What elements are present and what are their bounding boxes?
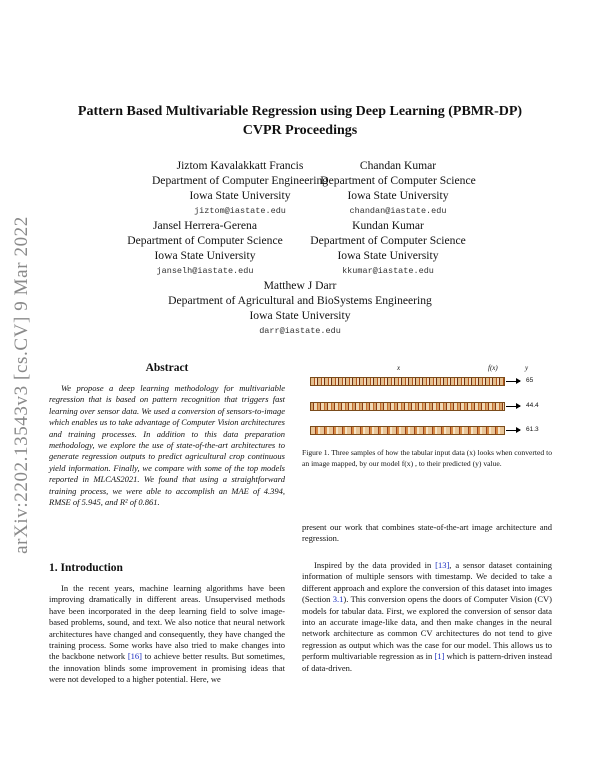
author-email[interactable]: janselh@iastate.edu (156, 266, 254, 276)
intro-heading: 1. Introduction (49, 562, 123, 574)
author-email[interactable]: kkumar@iastate.edu (342, 266, 434, 276)
author-block (308, 158, 488, 220)
sample-image-strip (310, 402, 505, 411)
arrow-icon (506, 381, 520, 382)
citation-link[interactable]: [1] (434, 651, 445, 662)
author-univ: Iowa State University (154, 249, 256, 262)
author-name: Matthew J Darr (263, 279, 337, 292)
abstract-text: We propose a deep learning methodology for multivariable regression that is based on pattern recognition that triggers fast learning over sensor data. We used a conversion of sensors-to-image which enables us to take advantage of Computer Vision architectures and training processes. In addition to this data preparation methodology, we explore the use of state-of-the-art architectures to generate regression outputs to predict agricultural crop continuous yield information. Finally, we compare with some of the top models reported in MLCAS2021. We found that using a straightforward training process, we were able to accomplish an MAE of 4.394, RMSE of 5.945, and R² of 0.861. (49, 383, 285, 508)
title-line-1: Pattern Based Multivariable Regression using Deep Learning (PBMR-DP) (77, 104, 523, 119)
author-univ: Iowa State University (189, 189, 291, 202)
author-email[interactable]: chandan@iastate.edu (349, 206, 447, 216)
section-link[interactable]: 3.1 (332, 594, 344, 605)
author-name: Jansel Herrera-Gerena (153, 219, 257, 232)
figure-label-y: y (525, 364, 529, 372)
citation-link[interactable]: [16] (127, 651, 142, 662)
author-email[interactable]: jiztom@iastate.edu (194, 206, 286, 216)
abstract-heading: Abstract (145, 362, 189, 374)
arrow-icon (506, 406, 520, 407)
author-email[interactable]: darr@iastate.edu (259, 326, 341, 336)
author-dept: Department of Computer Science (310, 234, 466, 247)
predicted-value: 44.4 (526, 402, 539, 409)
arxiv-identifier (4, 205, 40, 565)
intro-paragraph: In the recent years, machine learning algorithms have been improving dramatically in different areas. Unsupervised methods have been incorporated in the deep learning field to solve image-based problems, sound, and text. We also notice that neural network architectures have changed and consequently, they have changed the training process. Some works have also tried to make changes into the backbone network [16] to achieve better results. But sometimes, the innovation blinds some improvement in promising ideas that were not developed to a higher potential. Here, we (49, 583, 285, 685)
author-dept: Department of Computer Engineering (151, 174, 329, 187)
citation-link[interactable]: [13] (435, 560, 450, 570)
author-dept: Department of Computer Science (320, 174, 476, 187)
author-univ: Iowa State University (347, 189, 449, 202)
author-name: Chandan Kumar (359, 159, 437, 172)
arxiv-id-text: arXiv:2202.13543v3 [cs.CV] 9 Mar 2022 (11, 216, 32, 554)
author-block (302, 218, 474, 280)
predicted-value: 61.3 (526, 426, 539, 433)
author-dept: Department of Computer Science (127, 234, 283, 247)
figure-label-x: x (397, 364, 401, 372)
author-block (150, 278, 450, 340)
sample-image-strip (310, 426, 505, 435)
author-univ: Iowa State University (337, 249, 439, 262)
author-block (145, 158, 335, 220)
body-paragraph: Inspired by the data provided in [13], a sensor dataset containing information of multiple sensors with timestamp. We decided to take a different approach and explore the conversion of this dataset into images (Section 3.1). This conversion opens the doors of Computer Vision (CV) models for tabular data. First, we explored the conversion of sensor data into an accurate image-like data, and then make changes in the neural network architecture as common CV architectures do not tend to give regression as output which was the case for our model. This allows us to perform multivariable regression as in [1] which is pattern-driven instead of data-driven. (302, 560, 552, 673)
author-univ: Iowa State University (249, 309, 351, 322)
predicted-value: 65 (526, 377, 534, 384)
figure-label-fx: f(x) (488, 364, 498, 372)
sample-image-strip (310, 377, 505, 386)
title-line-2: CVPR Proceedings (242, 123, 358, 138)
author-block (110, 218, 300, 280)
body-paragraph: present our work that combines state-of-the-art image architecture and regression. (302, 522, 552, 544)
author-name: Kundan Kumar (352, 219, 424, 232)
arrow-icon (506, 430, 520, 431)
paper-title (60, 102, 540, 140)
figure-caption: Figure 1. Three samples of how the tabular input data (x) looks when converted to an image mapped, by our model f(x) , to their predicted (y) value. (302, 448, 552, 468)
author-name: Jiztom Kavalakkatt Francis (176, 159, 304, 172)
author-dept: Department of Agricultural and BioSystems Engineering (168, 294, 432, 307)
